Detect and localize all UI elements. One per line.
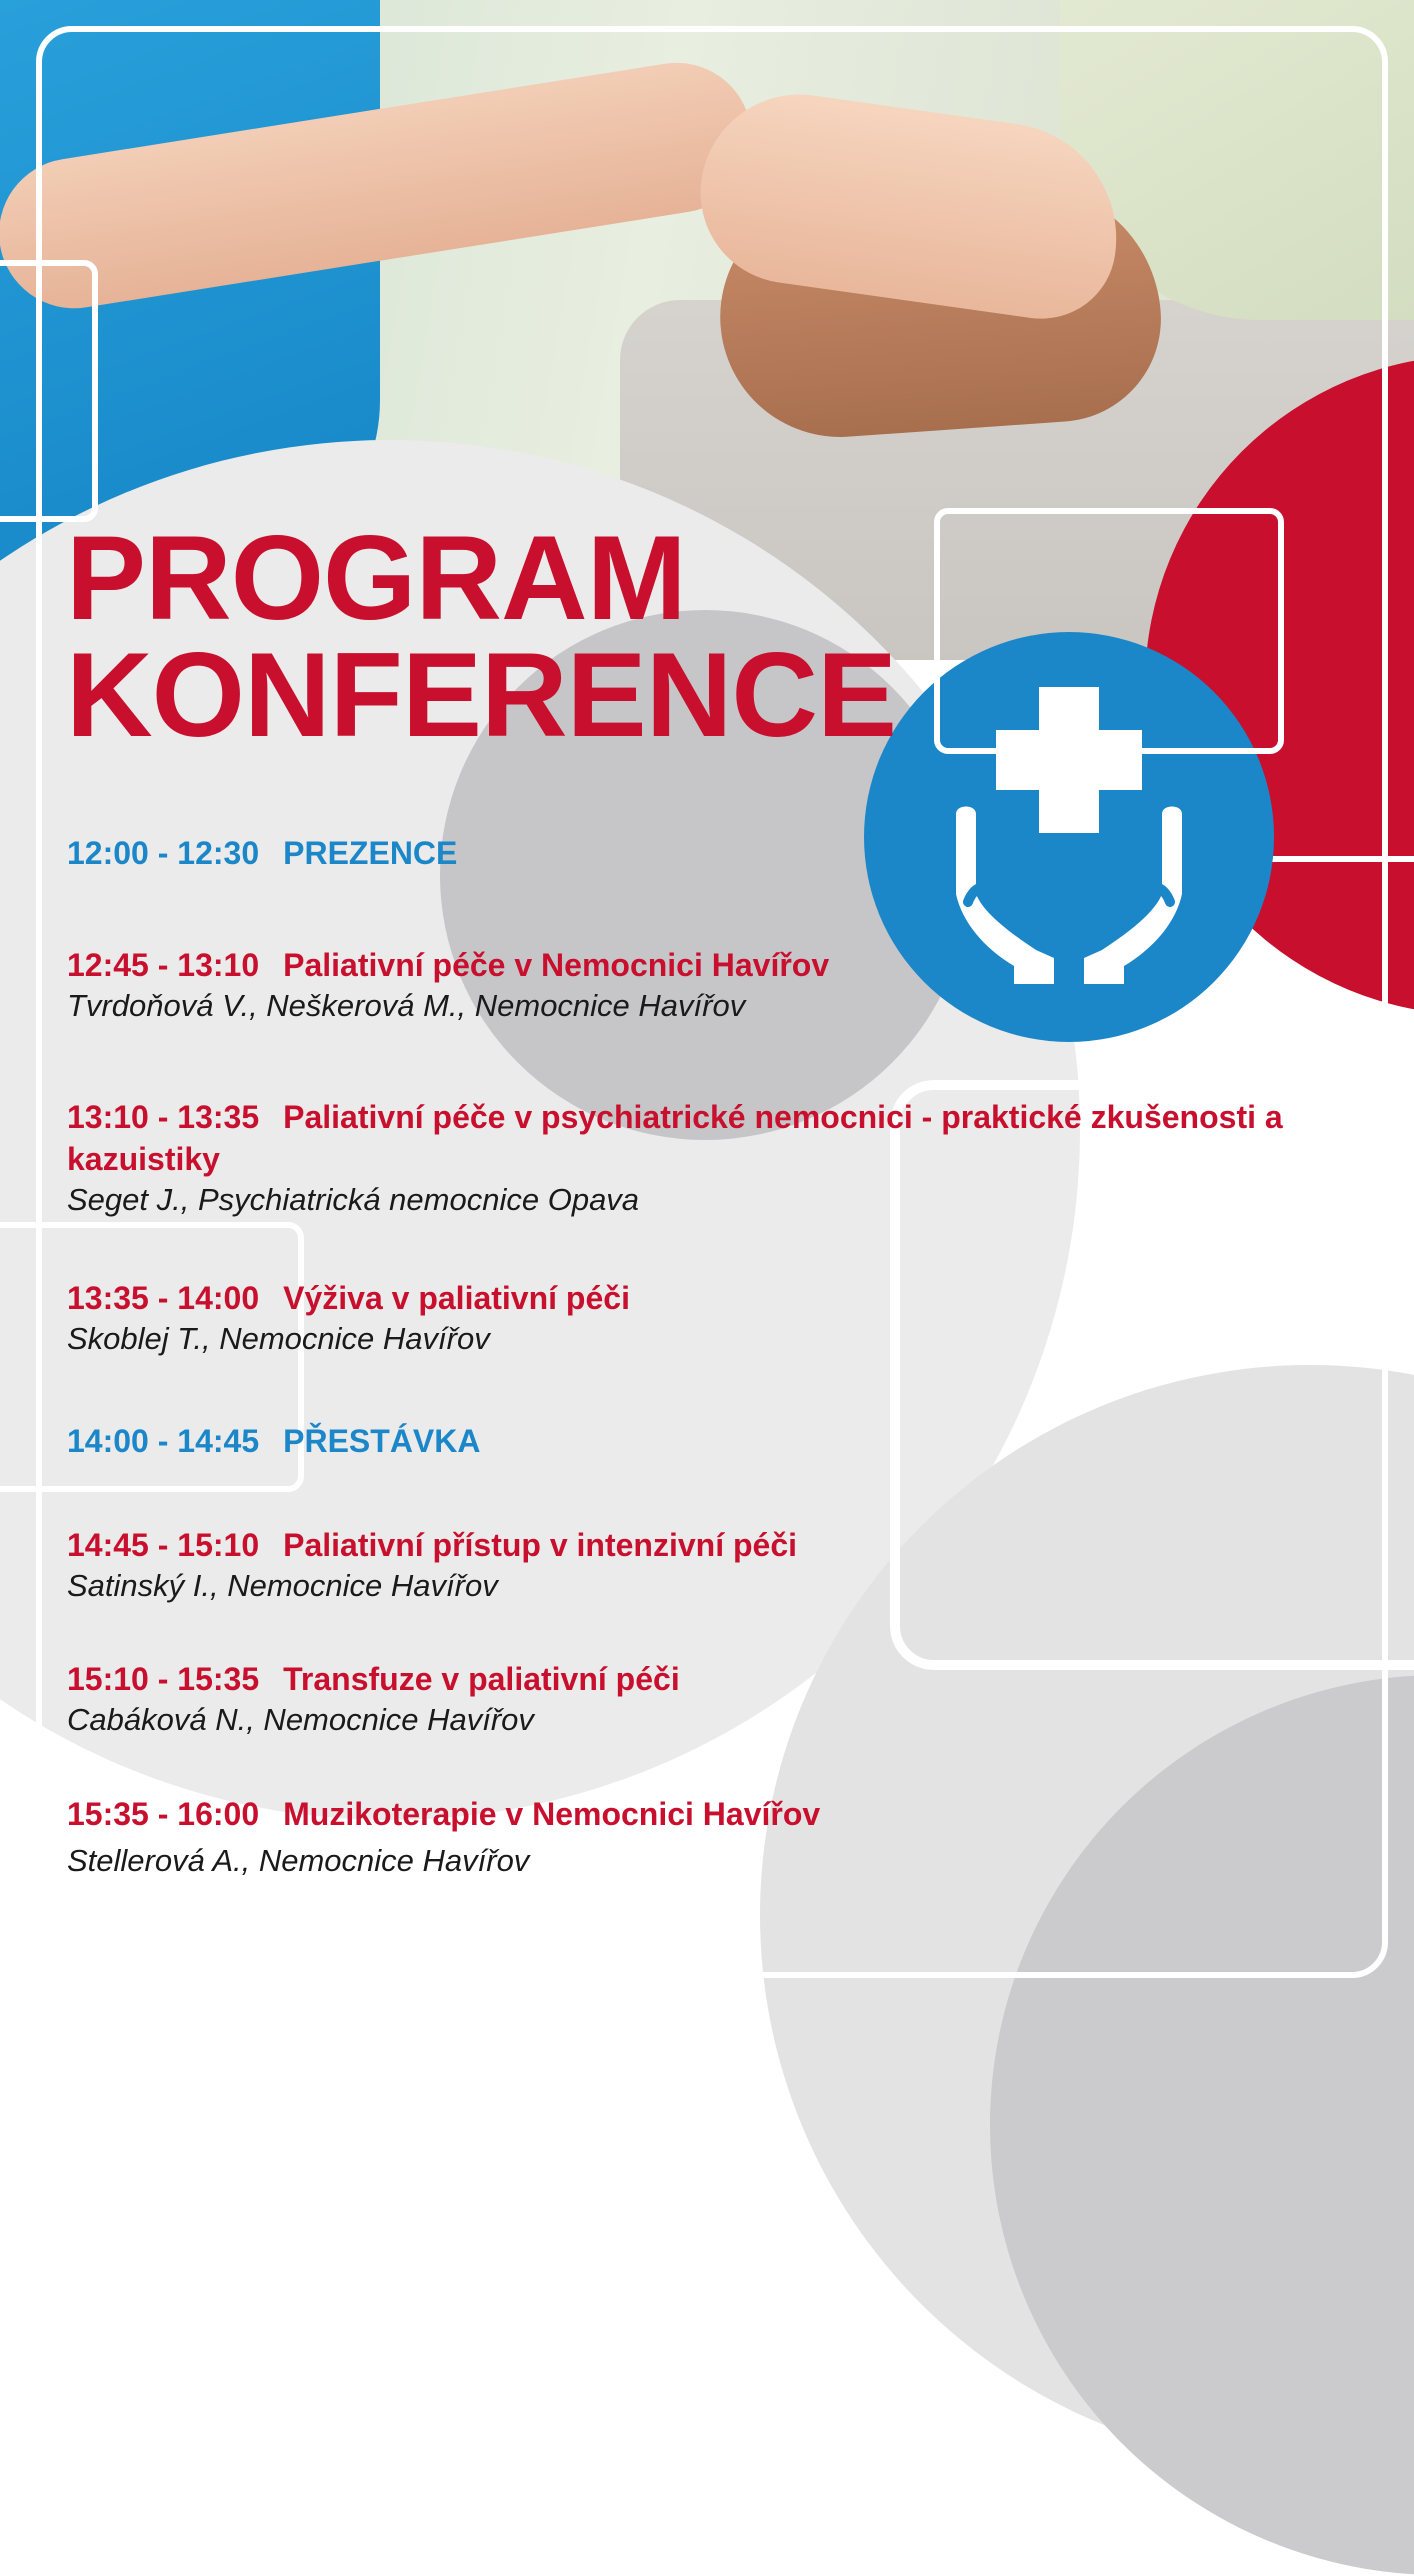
schedule-title: Paliativní přístup v intenzivní péči [283,1527,798,1563]
title-line-2: KONFERENCE [66,628,897,762]
schedule-time: 13:10 - 13:35 [67,1099,260,1135]
schedule-item [67,832,1367,874]
schedule-speaker: Skoblej T., Nemocnice Havířov [67,1321,490,1356]
schedule-item [67,1524,1367,1606]
schedule-headline [67,1277,1367,1319]
schedule-headline [67,1524,1367,1566]
schedule-headline [67,1658,1367,1700]
schedule-headline [67,1793,1367,1835]
decor-frame [0,260,98,522]
schedule-title: Muzikoterapie v Nemocnici Havířov [283,1796,821,1832]
schedule-headline [67,944,1367,986]
schedule-title: PŘESTÁVKA [283,1423,481,1459]
decor-frame [934,508,1284,754]
title-line-1: PROGRAM [66,511,686,645]
schedule-headline [67,1096,1357,1180]
schedule-time: 14:00 - 14:45 [67,1423,260,1459]
schedule-headline [67,832,1367,874]
schedule-time: 14:45 - 15:10 [67,1527,260,1563]
schedule-title: PREZENCE [283,835,458,871]
schedule-speaker: Seget J., Psychiatrická nemocnice Opava [67,1182,640,1217]
schedule-speaker: Stellerová A., Nemocnice Havířov [67,1843,530,1878]
schedule-item [67,1793,1367,1881]
schedule-title: Transfuze v paliativní péči [283,1661,680,1697]
schedule-time: 15:35 - 16:00 [67,1796,260,1832]
schedule-item [67,1096,1357,1220]
schedule-item [67,944,1367,1026]
schedule-item [67,1658,1367,1740]
schedule-time: 13:35 - 14:00 [67,1280,260,1316]
schedule-time: 12:00 - 12:30 [67,835,260,871]
page-title [66,511,897,762]
schedule-item [67,1277,1367,1359]
schedule-title: Paliativní péče v psychiatrické nemocnici - praktické zkušenosti a kazuistiky [67,1099,1283,1177]
schedule-time: 15:10 - 15:35 [67,1661,260,1697]
schedule-speaker: Satinský I., Nemocnice Havířov [67,1568,498,1603]
schedule-time: 12:45 - 13:10 [67,947,260,983]
schedule-title: Výživa v paliativní péči [283,1280,630,1316]
schedule-speaker: Tvrdoňová V., Neškerová M., Nemocnice Havířov [67,988,746,1023]
schedule-headline [67,1420,1367,1462]
schedule-speaker: Cabáková N., Nemocnice Havířov [67,1702,534,1737]
schedule-item [67,1420,1367,1462]
schedule-title: Paliativní péče v Nemocnici Havířov [283,947,830,983]
